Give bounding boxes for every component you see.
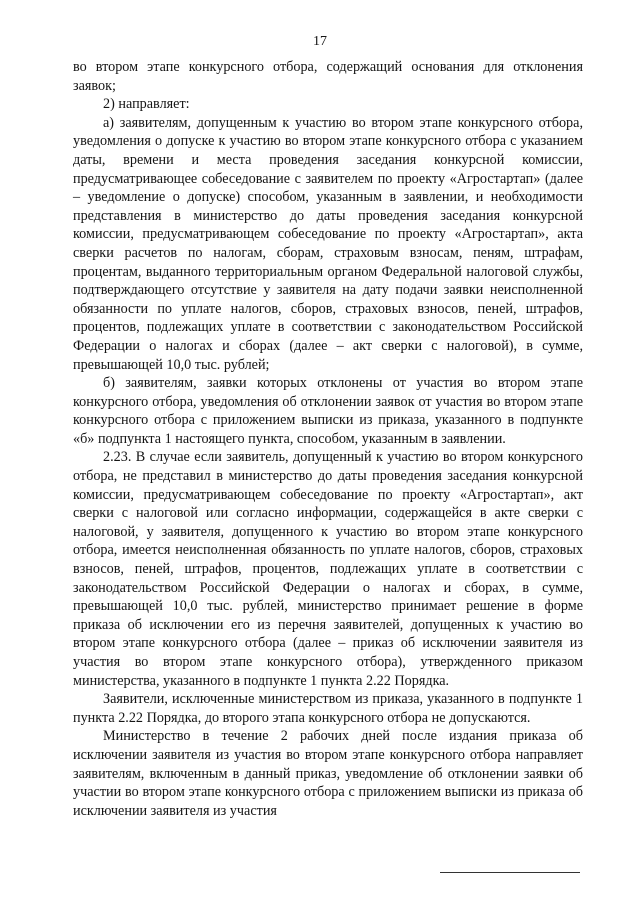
paragraph-subitem-b: б) заявителям, заявки которых отклонены от участия во втором этапе конкурсного отбора, уведомления об отклонении заявок от участия во втором этапе конкурсного отбора с приложением выписки из приказа, указанного в подпункте «б» подпункта 1 настоящего пункта, способом, указанным в заявлении. bbox=[73, 375, 583, 447]
paragraph-ministry-notice: Министерство в течение 2 рабочих дней после издания приказа об исключении заявителя из участия во втором этапе конкурсного отбора направляет заявителям, включенным в данный приказ, уведомление об отклонении заявки об участии во втором этапе конкурсного отбора с приложением выписки из приказа об исключении заявителя из участия bbox=[73, 728, 583, 819]
footer-divider bbox=[440, 872, 580, 873]
paragraph-item-2: 2) направляет: bbox=[103, 96, 190, 113]
paragraph-clause-2-23: 2.23. В случае если заявитель, допущенный к участию во втором конкурсного отбора, не представил в министерство до даты проведения заседания конкурсной комиссии, предусматривающем собеседование по проекту «Агростартап», акт сверки с налоговой или согласно информации, содержащейся в акте сверки с налоговой, у заявителя, допущенного к участию во втором этапе конкурсного отбора, имеется неисполненная обязанность по уплате налогов, сборов, страховых взносов, пеней, штрафов, процентов, подлежащих уплате в соответствии с законодательством Российской Федерации о налогах и сборах, в сумме, превышающей 10,0 тыс. рублей, министерство принимает решение в форме приказа об исключении его из перечня заявителей, допущенных к участию во втором этапе конкурсного отбора (далее – приказ об исключении заявителя из участия во втором этапе конкурсного отбора), утвержденного приказом министерства, указанного в подпункте 1 пункта 2.22 Порядка. bbox=[73, 449, 583, 689]
paragraph-excluded-applicants: Заявители, исключенные министерством из приказа, указанного в подпункте 1 пункта 2.22 Порядка, до второго этапа конкурсного отбора не допускаются. bbox=[73, 691, 583, 726]
document-body bbox=[73, 58, 583, 820]
paragraph-continuation: во втором этапе конкурсного отбора, содержащий основания для отклонения заявок; bbox=[73, 59, 583, 94]
page-number: 17 bbox=[313, 34, 327, 49]
paragraph-subitem-a: а) заявителям, допущенным к участию во втором этапе конкурсного отбора, уведомления о допуске к участию во втором этапе конкурсного отбора с указанием даты, времени и места проведения заседания конкурсной комиссии, предусматривающее собеседование с заявителем по проекту «Агростартап» (далее – уведомление о допуске) способом, указанным в заявлении, и необходимости представления в министерство до даты проведения заседания конкурсной комиссии, предусматривающем собеседование по проекту «Агростартап», акта сверки расчетов по налогам, сборам, страховым взносам, пеням, штрафам, процентам, выданного территориальным органом Федеральной налоговой службы, подтверждающего отсутствие у заявителя на дату подачи заявки неисполненной обязанности по уплате налогов, сборов, страховых взносов, пеней, штрафов, процентов, подлежащих уплате в соответствии с законодательством Российской Федерации о налогах и сборах (далее – акт сверки с налоговой), в сумме, превышающей 10,0 тыс. рублей; bbox=[73, 114, 583, 373]
